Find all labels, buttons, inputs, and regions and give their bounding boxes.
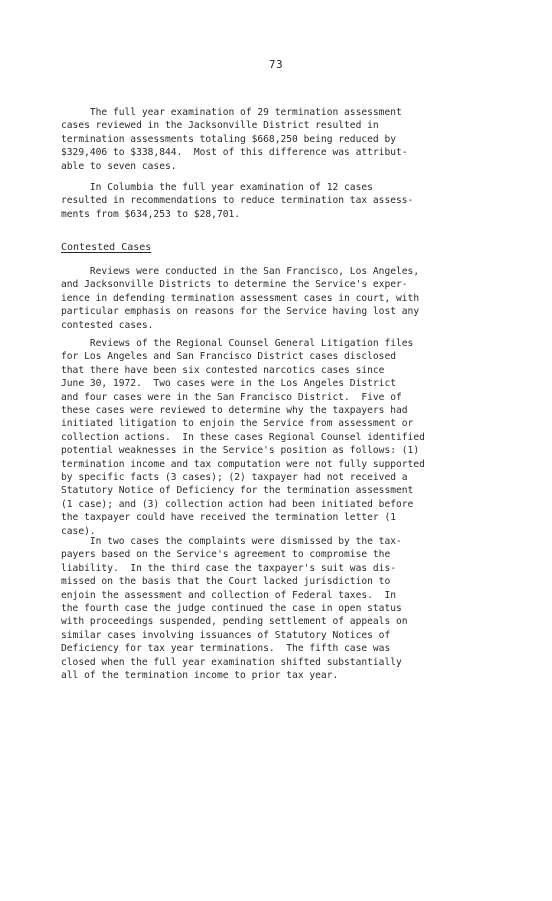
paragraph-reviews-districts: Reviews were conducted in the San Francisco, Los Angeles, and Jacksonville Districts to determine the Service's exper- ience in defending termination assessment cases in court, with particular emphasis on reasons for the Service having lost any contested cases. xyxy=(61,266,420,331)
paragraph-regional-counsel: Reviews of the Regional Counsel General Litigation files for Los Angeles and San Francisco District cases disclosed that there have been six contested narcotics cases since June 30, 1972. Two cases were in the Los Angeles District and four cases were in the San Francisco District. Five of these cases were reviewed to determine why the taxpayers had initiated litigation to enjoin the Service from assessment or collection actions. In these cases Regional Counsel identified potential weaknesses in the Service's position as follows: (1) termination income and tax computation were not fully supported by specific facts (3 cases); (2) taxpayer had not received a Statutory Notice of Deficiency for the termination assessment (1 case); and (3) collection action had been initiated before the taxpayer could have received the termination letter (1 case). xyxy=(61,338,425,537)
page-number: 73 xyxy=(268,58,284,71)
paragraph-case-outcomes: In two cases the complaints were dismissed by the tax- payers based on the Service's agreement to compromise the liability. In the third case the taxpayer's suit was dis- missed on the basis that the Court lacked jurisdiction to enjoin the assessment and collection of Federal taxes. In the fourth case the judge continued the case in open status with proceedings suspended, pending settlement of appeals on similar cases involving issuances of Statutory Notices of Deficiency for tax year terminations. The fifth case was closed when the full year examination shifted substantially all of the termination income to prior tax year. xyxy=(61,536,408,682)
paragraph-jacksonville: The full year examination of 29 termination assessment cases reviewed in the Jacksonville District resulted in termination assessments totaling $668,250 being reduced by $329,406 to $338,844. Most of this difference was attribut- able to seven cases. xyxy=(61,107,408,172)
section-heading: Contested Cases xyxy=(61,242,152,253)
paragraph-columbia: In Columbia the full year examination of 12 cases resulted in recommendations to reduce termination tax assess- ments from $634,253 to $28,701. xyxy=(61,182,414,220)
